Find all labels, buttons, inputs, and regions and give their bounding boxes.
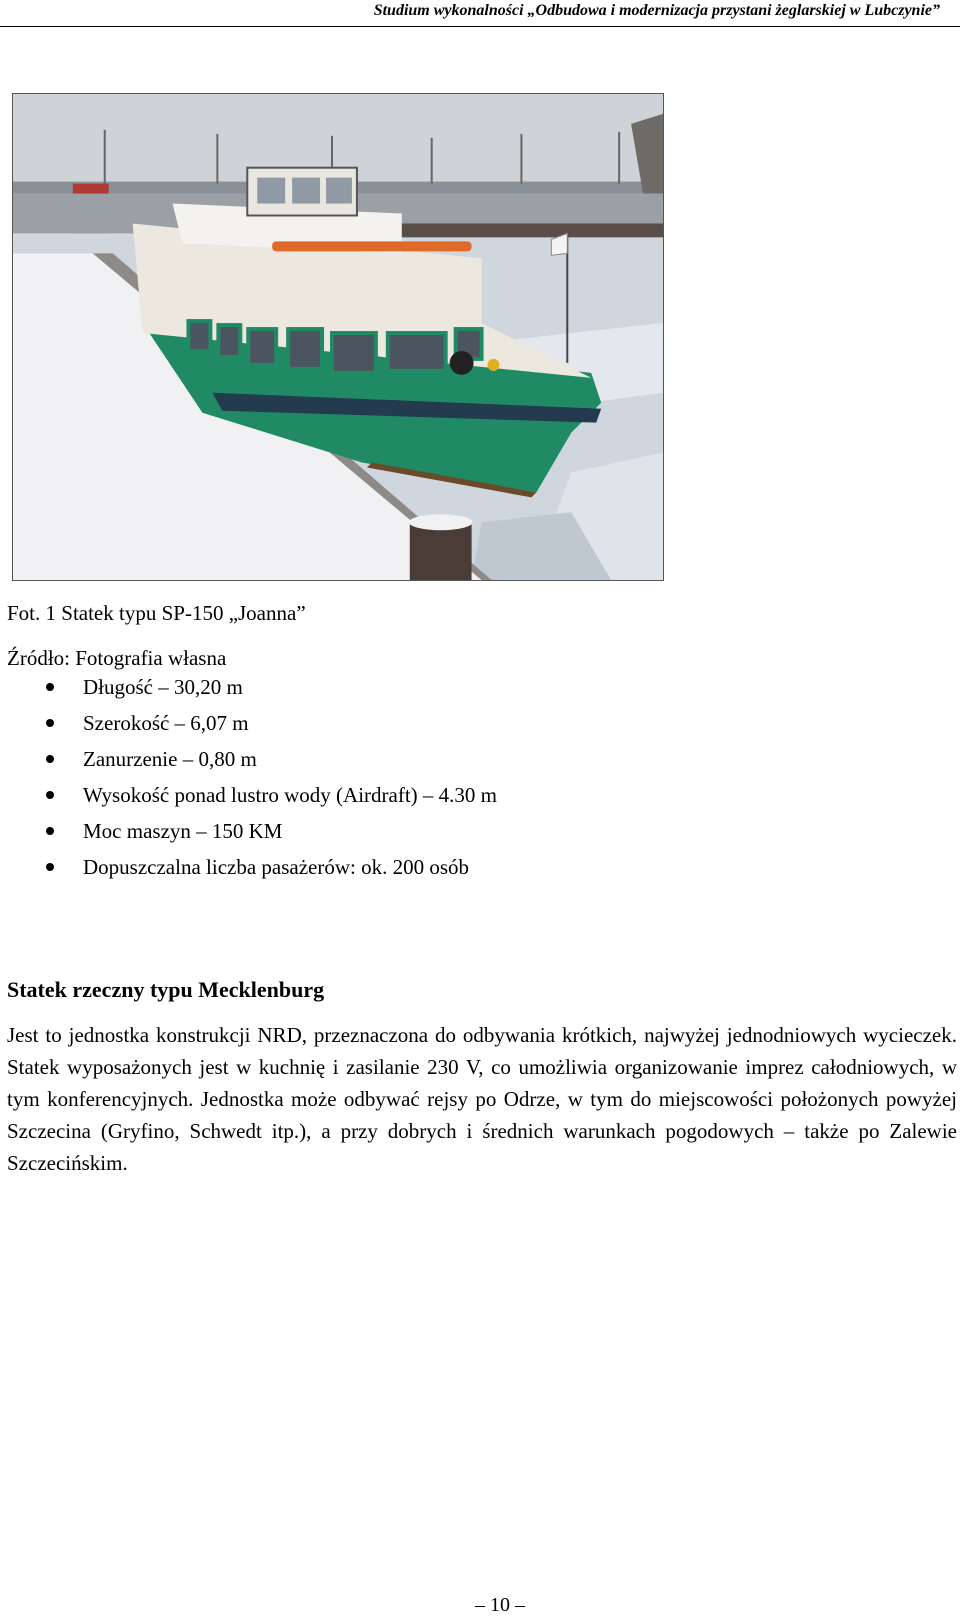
spec-item-airdraft: Wysokość ponad lustro wody (Airdraft) – 4.30 m [0, 783, 497, 819]
section-paragraph: Jest to jednostka konstrukcji NRD, przeznaczona do odbywania krótkich, najwyżej jednodniowych wycieczek. Statek wyposażonych jest w kuchnię i zasilanie 230 V, co umożliwia organizowanie imprez całodniowych, w tym konferencyjnych. Jednostka może odbywać rejsy po Odrze, w tym do miejscowości położonych powyżej Szczecina (Gryfino, Schwedt itp.), a przy dobrych i średnich warunkach pogodowych – także po Zalewie Szczecińskim. [7, 1023, 957, 1175]
spec-item-width: Szerokość – 6,07 m [0, 711, 497, 747]
spec-item-power: Moc maszyn – 150 KM [0, 819, 497, 855]
bullet-icon [46, 827, 54, 835]
boat-photo [12, 93, 664, 581]
bullet-icon [46, 683, 54, 691]
figure-source: Źródło: Fotografia własna [7, 646, 227, 670]
bullet-icon [46, 791, 54, 799]
spec-item-passengers: Dopuszczalna liczba pasażerów: ok. 200 osób [0, 855, 497, 891]
boat-illustration [13, 94, 663, 580]
bullet-icon [46, 719, 54, 727]
header-title: Studium wykonalności „Odbudowa i modernizacja przystani żeglarskiej w Lubczynie” [373, 2, 940, 19]
page-header [0, 0, 960, 27]
figure-caption: Fot. 1 Statek typu SP-150 „Joanna” [7, 601, 306, 625]
section-title: Statek rzeczny typu Mecklenburg [7, 977, 325, 1002]
page-number: – 10 – [475, 1594, 525, 1616]
bullet-icon [46, 755, 54, 763]
spec-item-draft: Zanurzenie – 0,80 m [0, 747, 497, 783]
bullet-icon [46, 863, 54, 871]
spec-list [0, 675, 497, 891]
spec-item-length: Długość – 30,20 m [0, 675, 497, 711]
